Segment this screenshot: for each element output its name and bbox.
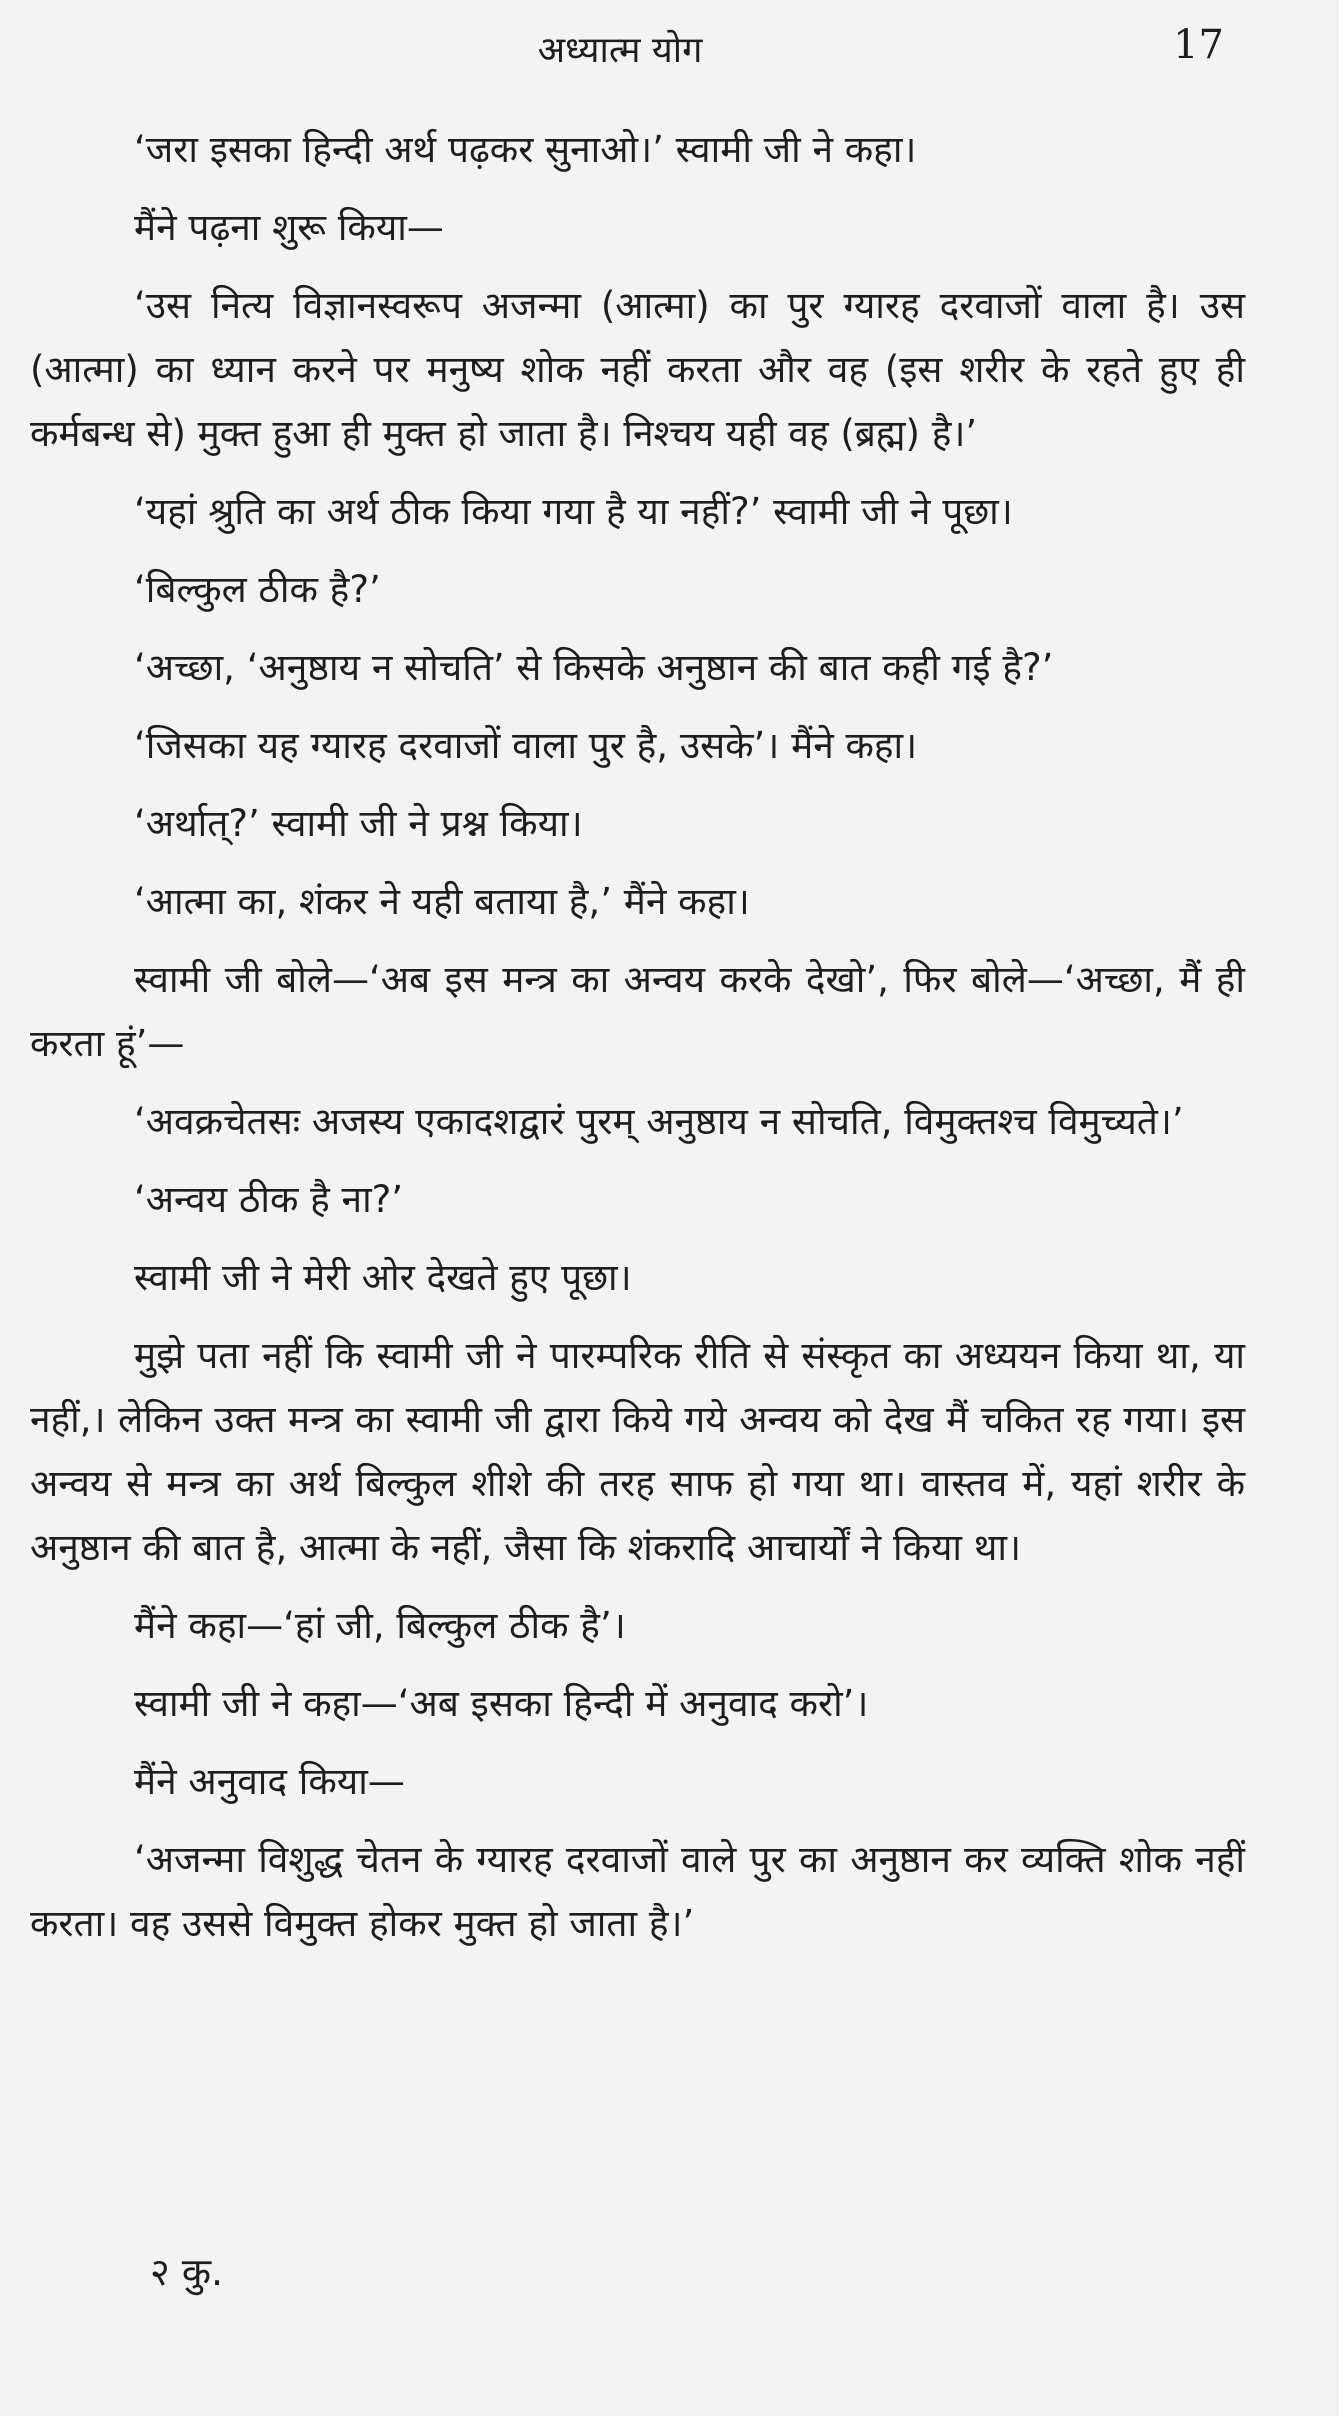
- paragraph: ‘अजन्मा विशुद्ध चेतन के ग्यारह दरवाजों वाले पुर का अनुष्ठान कर व्यक्ति शोक नहीं करता। वह उससे विमुक्त होकर मुक्त हो जाता है।’: [30, 1838, 1245, 1945]
- paragraph: ‘बिल्कुल ठीक है?’: [134, 568, 381, 611]
- paragraph: ‘जरा इसका हिन्दी अर्थ पढ़कर सुनाओ।’ स्वामी जी ने कहा।: [134, 128, 917, 171]
- paragraph: ‘यहां श्रुति का अर्थ ठीक किया गया है या नहीं?’ स्वामी जी ने पूछा।: [134, 490, 1013, 533]
- paragraph: मैंने अनुवाद किया—: [134, 1760, 405, 1803]
- running-title: अध्यात्म योग: [537, 30, 703, 71]
- body-text: [30, 118, 1245, 1970]
- paragraph: मैंने पढ़ना शुरू किया—: [134, 206, 444, 249]
- paragraph: ‘जिसका यह ग्यारह दरवाजों वाला पुर है, उसके’। मैंने कहा।: [134, 724, 918, 767]
- paragraph: स्वामी जी ने मेरी ओर देखते हुए पूछा।: [134, 1256, 632, 1299]
- paragraph: स्वामी जी ने कहा—‘अब इसका हिन्दी में अनुवाद करो’।: [134, 1682, 869, 1725]
- paragraph: मुझे पता नहीं कि स्वामी जी ने पारम्परिक रीति से संस्कृत का अध्ययन किया था, या नहीं,। लेकिन उक्त मन्त्र का स्वामी जी द्वारा किये गये अन्वय को देख मैं चकित रह गया। इस अन्वय से मन्त्र का अर्थ बिल्कुल शीशे की तरह साफ हो गया था। वास्तव में, यहां शरीर के अनुष्ठान की बात है, आत्मा के नहीं, जैसा कि शंकरादि आचार्यों ने किया था।: [30, 1334, 1245, 1569]
- paragraph: ‘अवक्रचेतसः अजस्य एकादशद्वारं पुरम् अनुष्ठाय न सोचति, विमुक्तश्च विमुच्यते।’: [134, 1100, 1184, 1143]
- paragraph: मैंने कहा—‘हां जी, बिल्कुल ठीक है’।: [134, 1604, 626, 1647]
- signature-mark: २ कु.: [150, 2250, 224, 2294]
- paragraph: ‘अच्छा, ‘अनुष्ठाय न सोचति’ से किसके अनुष्ठान की बात कही गई है?’: [134, 646, 1054, 689]
- page-header: [0, 18, 1339, 78]
- paragraph: ‘आत्मा का, शंकर ने यही बताया है,’ मैंने कहा।: [134, 880, 750, 923]
- paragraph: ‘अन्वय ठीक है ना?’: [134, 1178, 404, 1221]
- paragraph: ‘उस नित्य विज्ञानस्वरूप अजन्मा (आत्मा) का पुर ग्यारह दरवाजों वाला है। उस (आत्मा) का ध्यान करने पर मनुष्य शोक नहीं करता और वह (इस शरीर के रहते हुए ही कर्मबन्ध से) मुक्त हुआ ही मुक्त हो जाता है। निश्चय यही वह (ब्रह्म) है।’: [30, 284, 1245, 455]
- page-number: 17: [1173, 22, 1224, 68]
- paragraph: ‘अर्थात्?’ स्वामी जी ने प्रश्न किया।: [134, 802, 583, 845]
- paragraph: स्वामी जी बोले—‘अब इस मन्त्र का अन्वय करके देखो’, फिर बोले—‘अच्छा, मैं ही करता हूं’—: [30, 958, 1245, 1065]
